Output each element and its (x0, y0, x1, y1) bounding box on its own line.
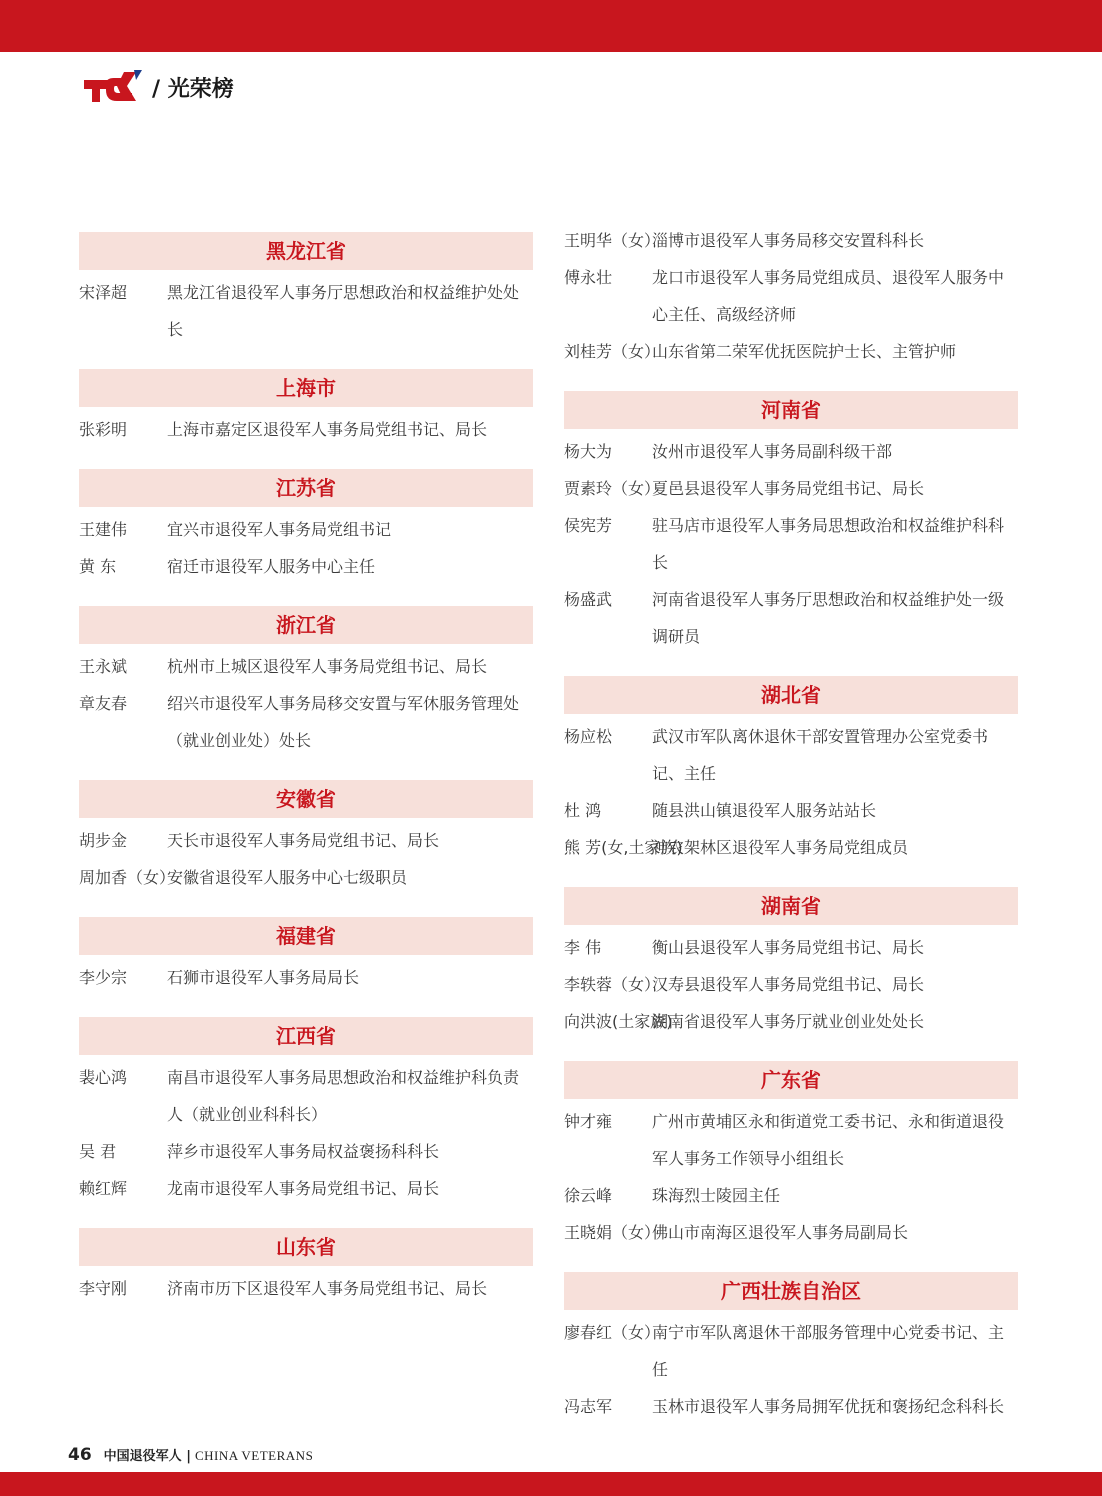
honoree-title: 济南市历下区退役军人事务局党组书记、局长 (167, 1279, 488, 1298)
bottom-red-band (0, 1472, 1102, 1496)
honoree-name: 吴 君 (79, 1142, 117, 1161)
honoree-name: 王建伟 (79, 520, 128, 539)
magazine-logo-icon (84, 68, 146, 108)
honoree-name: 杜 鸿 (564, 801, 602, 820)
region-section (79, 369, 533, 448)
region-section (79, 780, 533, 896)
honoree-entry (79, 548, 533, 585)
honoree-title: 衡山县退役军人事务局党组书记、局长 (652, 938, 925, 957)
honoree-title: 广州市黄埔区永和街道党工委书记、永和街道退役军人事务工作领导小组组长 (652, 1112, 1005, 1168)
honoree-title: 南宁市军队离退休干部服务管理中心党委书记、主任 (652, 1323, 1005, 1379)
honoree-entry (564, 966, 1018, 1003)
region-header: 江西省 (79, 1017, 533, 1055)
honoree-title: 石狮市退役军人事务局局长 (167, 968, 360, 987)
honoree-entry (79, 511, 533, 548)
honoree-name: 裴心鸿 (79, 1068, 128, 1087)
region-section (564, 391, 1018, 655)
honoree-title: 汉寿县退役军人事务局党组书记、局长 (652, 975, 925, 994)
honoree-name: 傅永壮 (564, 268, 613, 287)
honoree-title: 湖南省退役军人事务厅就业创业处处长 (652, 1012, 925, 1031)
honoree-entry (564, 470, 1018, 507)
region-header: 浙江省 (79, 606, 533, 644)
honoree-entry (564, 829, 1018, 866)
page-number: 46 (68, 1445, 92, 1465)
honoree-entry (564, 1314, 1018, 1388)
honoree-title: 萍乡市退役军人事务局权益褒扬科科长 (167, 1142, 440, 1161)
honoree-name: 李少宗 (79, 968, 128, 987)
honoree-name: 胡步金 (79, 831, 128, 850)
region-section (564, 887, 1018, 1040)
honoree-title: 驻马店市退役军人事务局思想政治和权益维护科科长 (652, 516, 1005, 572)
honoree-entry (79, 685, 533, 759)
honoree-name: 李 伟 (564, 938, 602, 957)
honoree-entry (564, 222, 1018, 259)
honoree-title: 玉林市退役军人事务局拥军优抚和褒扬纪念科科长 (652, 1397, 1005, 1416)
honoree-name: 熊 芳(女,土家族) (564, 838, 683, 857)
honoree-name: 李守刚 (79, 1279, 128, 1298)
honoree-name: 赖红辉 (79, 1179, 128, 1198)
honoree-name: 钟才雍 (564, 1112, 613, 1131)
region-header: 广西壮族自治区 (564, 1272, 1018, 1310)
honoree-entry (564, 433, 1018, 470)
region-section (79, 917, 533, 996)
honoree-name: 王永斌 (79, 657, 128, 676)
region-section (79, 1017, 533, 1207)
region-header: 福建省 (79, 917, 533, 955)
honoree-title: 杭州市上城区退役军人事务局党组书记、局长 (167, 657, 488, 676)
honoree-title: 上海市嘉定区退役军人事务局党组书记、局长 (167, 420, 488, 439)
region-section (564, 1272, 1018, 1425)
region-header: 江苏省 (79, 469, 533, 507)
honoree-entry (564, 792, 1018, 829)
honoree-entry (564, 1177, 1018, 1214)
honoree-title: 夏邑县退役军人事务局党组书记、局长 (652, 479, 925, 498)
region-section (79, 232, 533, 348)
honoree-name: 徐云峰 (564, 1186, 613, 1205)
honoree-title: 宿迁市退役军人服务中心主任 (167, 557, 376, 576)
region-section (564, 1061, 1018, 1251)
honoree-title: 佛山市南海区退役军人事务局副局长 (652, 1223, 909, 1242)
honoree-entry (79, 859, 533, 896)
region-header: 湖北省 (564, 676, 1018, 714)
honoree-name: 杨应松 (564, 727, 613, 746)
honoree-entry (564, 1214, 1018, 1251)
honoree-entry (564, 1003, 1018, 1040)
honoree-name: 向洪波(土家族) (564, 1012, 673, 1031)
honoree-entry (79, 411, 533, 448)
top-red-band (0, 0, 1102, 52)
honoree-title: 淄博市退役军人事务局移交安置科科长 (652, 231, 925, 250)
honoree-name: 刘桂芳（女） (564, 342, 661, 361)
honoree-title: 安徽省退役军人服务中心七级职员 (167, 868, 408, 887)
honoree-entry (564, 929, 1018, 966)
honoree-name: 章友春 (79, 694, 128, 713)
region-section (79, 469, 533, 585)
honoree-title: 神农架林区退役军人事务局党组成员 (652, 838, 909, 857)
region-section (564, 676, 1018, 866)
honoree-entry (564, 333, 1018, 370)
honoree-title: 随县洪山镇退役军人服务站站长 (652, 801, 877, 820)
region-header: 湖南省 (564, 887, 1018, 925)
honoree-name: 廖春红（女） (564, 1323, 661, 1342)
honoree-name: 周加香（女） (79, 868, 176, 887)
honoree-entry (79, 1133, 533, 1170)
page-footer (68, 1444, 313, 1466)
right-column (564, 222, 1018, 1446)
honoree-entry (564, 581, 1018, 655)
honoree-title: 黑龙江省退役军人事务厅思想政治和权益维护处处长 (167, 283, 520, 339)
region-section (79, 606, 533, 759)
region-header: 河南省 (564, 391, 1018, 429)
honoree-entry (79, 959, 533, 996)
honoree-entry (564, 507, 1018, 581)
honoree-entry (564, 1103, 1018, 1177)
honoree-title: 珠海烈士陵园主任 (652, 1186, 781, 1205)
honoree-title: 天长市退役军人事务局党组书记、局长 (167, 831, 440, 850)
honoree-title: 汝州市退役军人事务局副科级干部 (652, 442, 893, 461)
honoree-entry (79, 274, 533, 348)
honoree-title: 武汉市军队离休退休干部安置管理办公室党委书记、主任 (652, 727, 989, 783)
honoree-name: 杨大为 (564, 442, 613, 461)
honoree-entry (79, 1170, 533, 1207)
honoree-name: 贾素玲（女） (564, 479, 661, 498)
honoree-entry (564, 718, 1018, 792)
honoree-entry (79, 1059, 533, 1133)
honoree-entry (79, 822, 533, 859)
honoree-title: 河南省退役军人事务厅思想政治和权益维护处一级调研员 (652, 590, 1005, 646)
honoree-name: 张彩明 (79, 420, 128, 439)
honoree-entry (79, 1270, 533, 1307)
region-header: 安徽省 (79, 780, 533, 818)
region-section (79, 1228, 533, 1307)
magazine-name-en: CHINA VETERANS (194, 1448, 314, 1463)
honoree-name: 杨盛武 (564, 590, 613, 609)
honoree-name: 侯宪芳 (564, 516, 613, 535)
honoree-entry (79, 648, 533, 685)
honoree-title: 山东省第二荣军优抚医院护士长、主管护师 (652, 342, 957, 361)
honoree-title: 龙口市退役军人事务局党组成员、退役军人服务中心主任、高级经济师 (652, 268, 1005, 324)
honoree-title: 南昌市退役军人事务局思想政治和权益维护科负责人（就业创业科科长） (167, 1068, 520, 1124)
continued-section (564, 222, 1018, 370)
honoree-title: 宜兴市退役军人事务局党组书记 (167, 520, 392, 539)
honoree-title: 绍兴市退役军人事务局移交安置与军休服务管理处（就业创业处）处长 (167, 694, 520, 750)
honoree-name: 宋泽超 (79, 283, 128, 302)
region-header: 上海市 (79, 369, 533, 407)
honoree-entry (564, 1388, 1018, 1425)
honoree-name: 王晓娟（女） (564, 1223, 661, 1242)
section-title: / 光荣榜 (152, 77, 234, 102)
honoree-title: 龙南市退役军人事务局党组书记、局长 (167, 1179, 440, 1198)
left-column (79, 232, 533, 1328)
region-header: 广东省 (564, 1061, 1018, 1099)
magazine-name-cn: 中国退役军人 | (103, 1449, 191, 1464)
honoree-name: 黄 东 (79, 557, 117, 576)
region-header: 黑龙江省 (79, 232, 533, 270)
honoree-name: 冯志军 (564, 1397, 613, 1416)
region-header: 山东省 (79, 1228, 533, 1266)
honoree-name: 王明华（女） (564, 231, 661, 250)
honoree-entry (564, 259, 1018, 333)
honoree-name: 李轶蓉（女） (564, 975, 661, 994)
